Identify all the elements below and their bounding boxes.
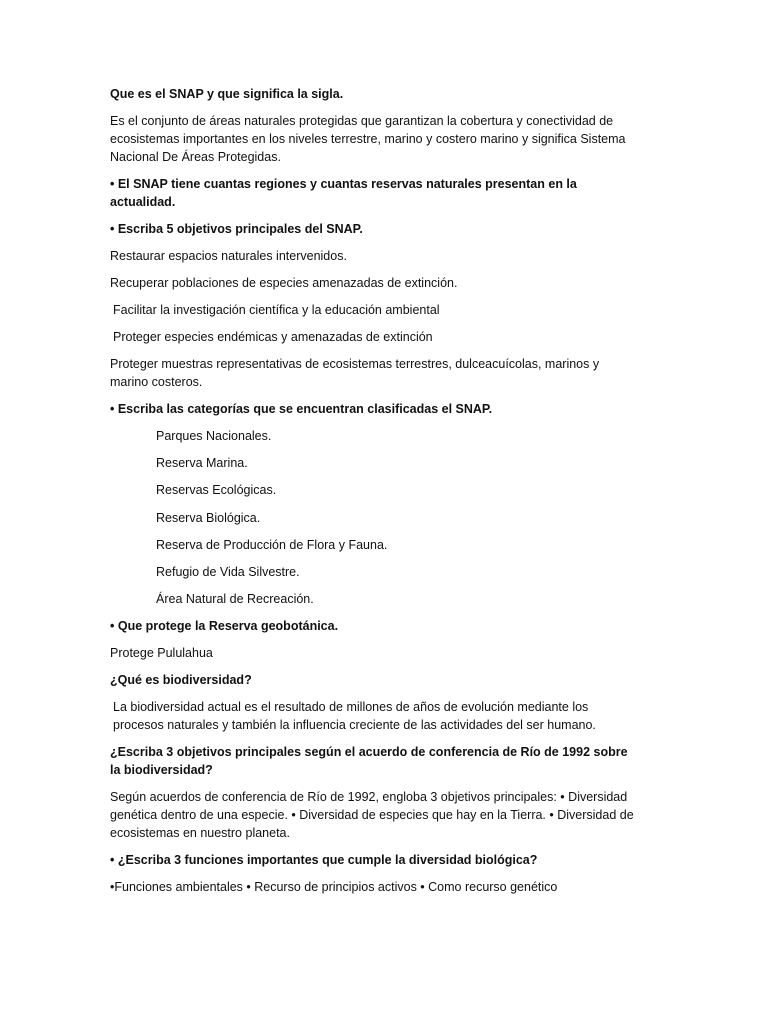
category-item: Reservas Ecológicas. — [156, 483, 277, 498]
category-item: Reserva Marina. — [156, 456, 248, 471]
category-item: Reserva Biológica. — [156, 510, 261, 525]
document-content — [110, 85, 640, 905]
answer-rio: Según acuerdos de conferencia de Río de 1992, engloba 3 objetivos principales: • Diversidad genética dentro de una especie. • Diversidad de especies que hay en la Tierra. • Diversidad de ecosistemas en nuestro planeta. — [110, 790, 634, 841]
answer-snap: Es el conjunto de áreas naturales protegidas que garantizan la cobertura y conectividad de ecosistemas importantes en los niveles terrestre, marino y costero marino y significa Sistema Nacional De Áreas Protegidas. — [110, 114, 626, 164]
answer-biodiversidad: La biodiversidad actual es el resultado de millones de años de evolución mediante los procesos naturales y también la influencia creciente de las actividades del ser humano. — [113, 700, 596, 733]
question-objectives: • Escriba 5 objetivos principales del SNAP. — [110, 222, 363, 236]
question-categories: • Escriba las categorías que se encuentran clasificadas el SNAP. — [110, 402, 493, 416]
category-item: Refugio de Vida Silvestre. — [156, 564, 300, 579]
category-item: Área Natural de Recreación. — [156, 592, 314, 607]
question-rio: ¿Escriba 3 objetivos principales según el acuerdo de conferencia de Río de 1992 sobre la biodiversidad? — [110, 745, 628, 778]
objective-item: Proteger especies endémicas y amenazadas de extinción — [113, 330, 433, 344]
answer-funciones: •Funciones ambientales • Recurso de principios activos • Como recurso genético — [110, 880, 558, 895]
objective-item: Restaurar espacios naturales intervenidos. — [110, 249, 347, 263]
objective-item: Facilitar la investigación científica y la educación ambiental — [113, 303, 440, 317]
objective-item: Recuperar poblaciones de especies amenazadas de extinción. — [110, 276, 458, 290]
question-funciones: • ¿Escriba 3 funciones importantes que cumple la diversidad biológica? — [110, 853, 538, 868]
question-biodiversidad: ¿Qué es biodiversidad? — [110, 673, 252, 688]
category-item: Reserva de Producción de Flora y Fauna. — [156, 537, 388, 552]
category-item: Parques Nacionales. — [156, 429, 272, 443]
answer-geobotanica: Protege Pululahua — [110, 646, 213, 661]
question-regions: • El SNAP tiene cuantas regiones y cuantas reservas naturales presentan en la actualidad. — [110, 177, 577, 209]
question-geobotanica: • Que protege la Reserva geobotánica. — [110, 619, 339, 634]
question-snap: Que es el SNAP y que significa la sigla. — [110, 87, 344, 101]
objective-item: Proteger muestras representativas de ecosistemas terrestres, dulceacuícolas, marinos y marino costeros. — [110, 357, 600, 389]
